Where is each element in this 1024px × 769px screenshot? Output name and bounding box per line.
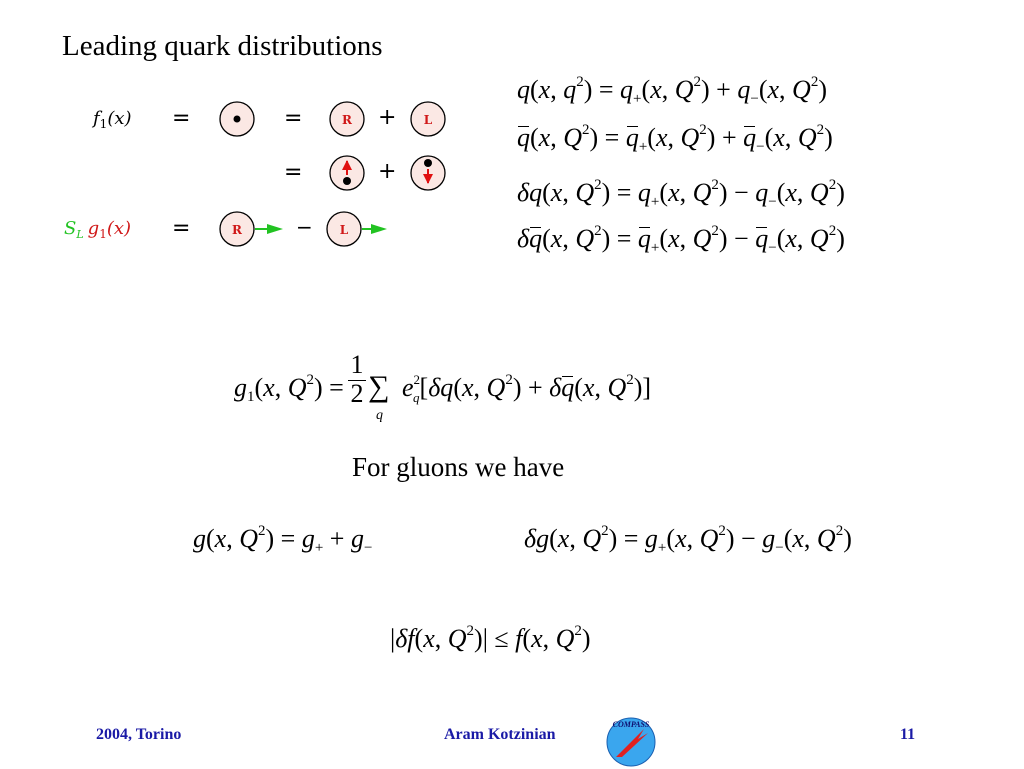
- svg-text:R: R: [232, 223, 242, 237]
- slide-title: Leading quark distributions: [62, 30, 383, 62]
- equation-positivity-bound: |δf(x, $Q^2)| \le f(x$, $Q^2$): [390, 623, 591, 653]
- left-handed-quark-circle: [411, 102, 445, 136]
- sl-g1-label: $S_L$ $g_1(x)$: [64, 218, 132, 241]
- unpolarized-quark-circle: [220, 102, 254, 136]
- f1-label: $f_1(x)$: [93, 108, 132, 131]
- plus-sign: +: [378, 105, 397, 130]
- spin-down-quark-circle: [411, 156, 445, 190]
- svg-text:COMPASS: COMPASS: [612, 720, 650, 729]
- footer-author: Aram Kotzinian: [444, 726, 556, 743]
- compass-logo: [602, 713, 660, 769]
- svg-text:R: R: [342, 113, 352, 127]
- equation-g: g(x, $Q^2) = g_+ + g_-$: [193, 523, 373, 556]
- equals-sign: =: [172, 106, 191, 131]
- helicity-diagram: [55, 95, 465, 255]
- plus-sign: +: [378, 159, 397, 184]
- gluon-intro-text: For gluons we have: [352, 452, 565, 482]
- left-handed-quark-circle: [327, 212, 387, 246]
- equals-sign: =: [284, 160, 303, 185]
- equation-delta-q: δq(x, $Q^2) = q_+(x$, $Q^2) - q_-(x$, $Q^2$): [517, 177, 845, 210]
- svg-text:L: L: [423, 113, 433, 127]
- page-number: 11: [900, 726, 916, 743]
- spin-up-quark-circle: [330, 156, 364, 190]
- svg-text:L: L: [339, 223, 349, 237]
- equation-delta-g: δg(x, $Q^2) = g_+(x$, $Q^2) - g_-(x$, $Q^2$): [524, 523, 852, 556]
- equals-sign: =: [284, 106, 303, 131]
- right-handed-quark-circle: [330, 102, 364, 136]
- equals-sign: =: [172, 216, 191, 241]
- equation-delta-qbar: δq(x, $Q^2) = q_+(x$, $Q^2) - q_-(x$, $Q^2$): [517, 223, 845, 256]
- equation-q: q(x, $q^2) = q_+(x$, $Q^2) + q_-(x$, $Q^2$): [517, 74, 827, 107]
- right-handed-quark-circle: [220, 212, 283, 246]
- footer-left: 2004, Torino: [96, 726, 182, 743]
- minus-sign: −: [296, 215, 313, 239]
- equation-qbar: q(x, $Q^2) = q_+(x$, $Q^2) + q_-(x$, $Q^2$): [517, 122, 833, 155]
